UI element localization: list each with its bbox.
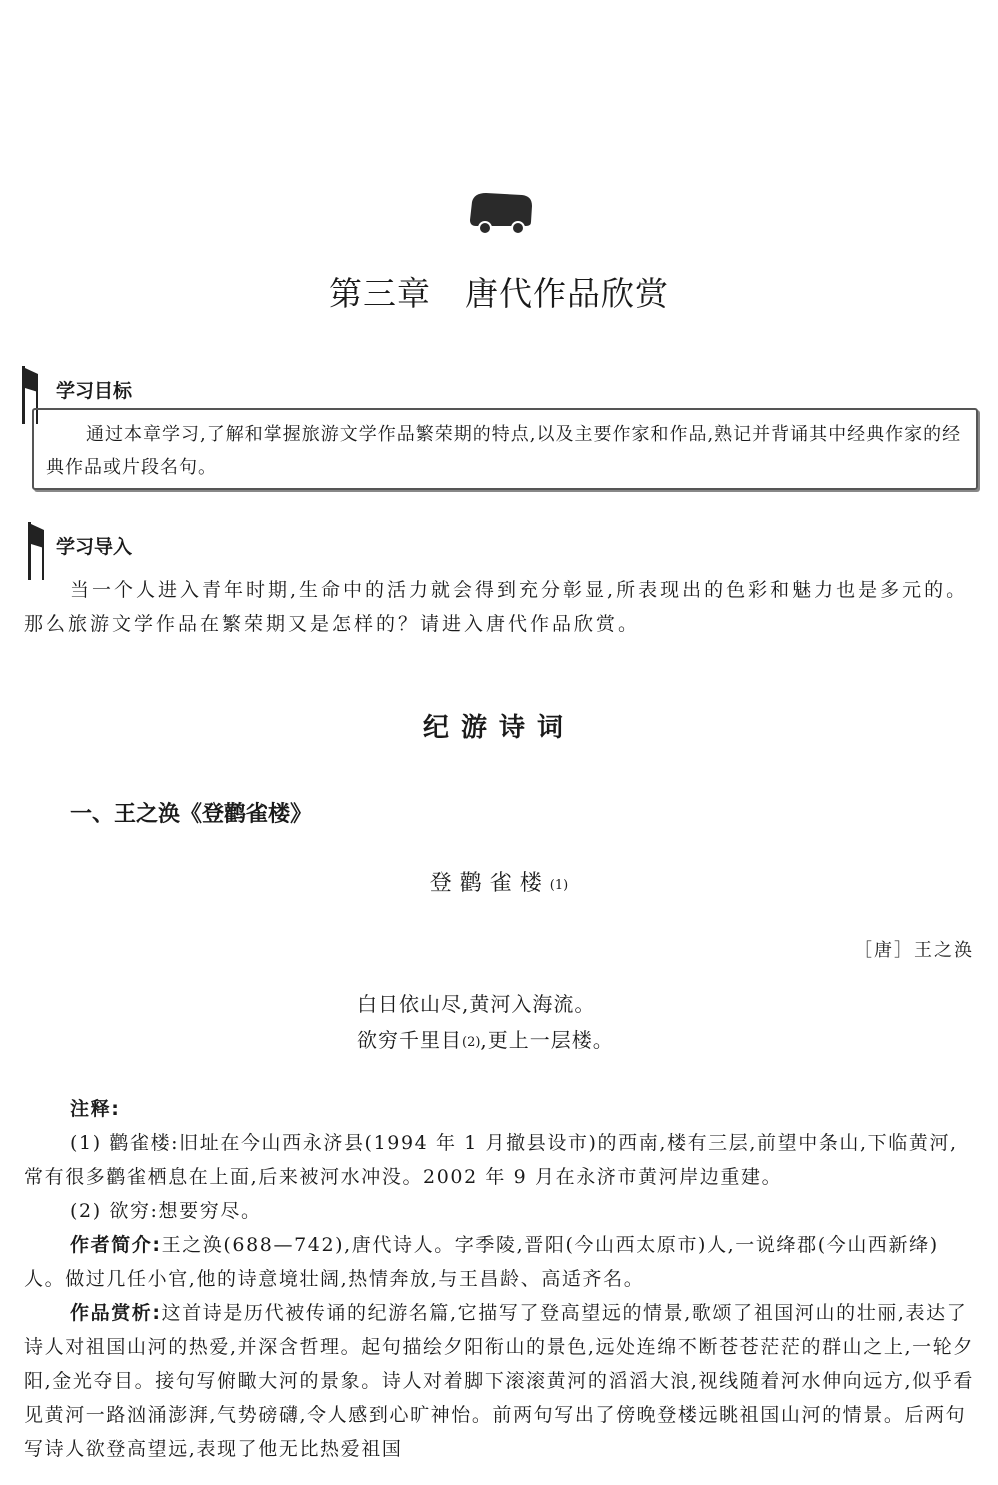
poem-title-note: (1) bbox=[549, 878, 569, 893]
appreciation bbox=[24, 1296, 976, 1466]
notes-heading: 注释: bbox=[70, 1098, 121, 1120]
flag-icon bbox=[28, 522, 46, 580]
poem-line-1: 白日依山尽,黄河入海流。 bbox=[357, 992, 596, 1016]
poem-title bbox=[0, 866, 998, 897]
appreciation-text: 这首诗是历代被传诵的纪游名篇,它描写了登高望远的情景,歌颂了祖国河山的壮丽,表达了诗人对祖国山河的热爱,并深含哲理。起句描绘夕阳衔山的景色,远处连绵不断苍苍茫茫的群山之上,一轮夕阳,金光夺目。接句写俯瞰大河的景象。诗人对着脚下滚滚黄河的滔滔大浪,视线随着河水伸向远方,似乎看见黄河一路汹涌澎湃,气势磅礴,令人感到心旷神怡。前两句写出了傍晚登楼远眺祖国山河的情景。后两句写诗人欲登高望远,表现了他无比热爱祖国 bbox=[24, 1302, 974, 1460]
bus-icon bbox=[466, 190, 536, 236]
chapter-title: 第三章 唐代作品欣赏 bbox=[329, 274, 669, 313]
appreciation-label: 作品赏析: bbox=[70, 1302, 162, 1324]
intro-text: 当一个人进入青年时期,生命中的活力就会得到充分彰显,所表现出的色彩和魅力也是多元的。那么旅游文学作品在繁荣期又是怎样的？请进入唐代作品欣赏。 bbox=[24, 579, 969, 635]
subsection-title: 一、王之涣《登鹳雀楼》 bbox=[70, 802, 313, 827]
section-title: 纪游诗词 bbox=[422, 713, 575, 743]
goals-heading: 学习目标 bbox=[56, 380, 133, 402]
poem-line-2-a: 欲穷千里目 bbox=[357, 1028, 462, 1052]
intro-heading: 学习导入 bbox=[56, 536, 133, 558]
note-2: (2) 欲穷:想要穷尽。 bbox=[70, 1200, 262, 1222]
poem-line-2-b: ,更上一层楼。 bbox=[480, 1028, 614, 1052]
author-intro bbox=[24, 1228, 976, 1296]
goals-text: 通过本章学习,了解和掌握旅游文学作品繁荣期的特点,以及主要作家和作品,熟记并背诵其中经典作家的经典作品或片段名句。 bbox=[46, 424, 962, 478]
notes-section bbox=[24, 1092, 976, 1466]
poem-title-text: 登鹳雀楼 bbox=[429, 871, 550, 896]
poem-line-2-note: (2) bbox=[462, 1035, 481, 1050]
note-1: (1) 鹳雀楼:旧址在今山西永济县(1994 年 1 月撤县设市)的西南,楼有三层,前望中条山,下临黄河,常有很多鹳雀栖息在上面,后来被河水冲没。2002 年 9 月在永济市黄河岸边重建。 bbox=[24, 1132, 958, 1188]
author-intro-text: 王之涣(688—742),唐代诗人。字季陵,晋阳(今山西太原市)人,一说绛郡(今山西新绛)人。做过几任小官,他的诗意境壮阔,热情奔放,与王昌龄、高适齐名。 bbox=[24, 1234, 939, 1290]
author-intro-label: 作者简介: bbox=[70, 1234, 162, 1256]
poem-line-2 bbox=[357, 1024, 614, 1053]
poem-author: ［唐］王之涣 bbox=[854, 940, 974, 961]
